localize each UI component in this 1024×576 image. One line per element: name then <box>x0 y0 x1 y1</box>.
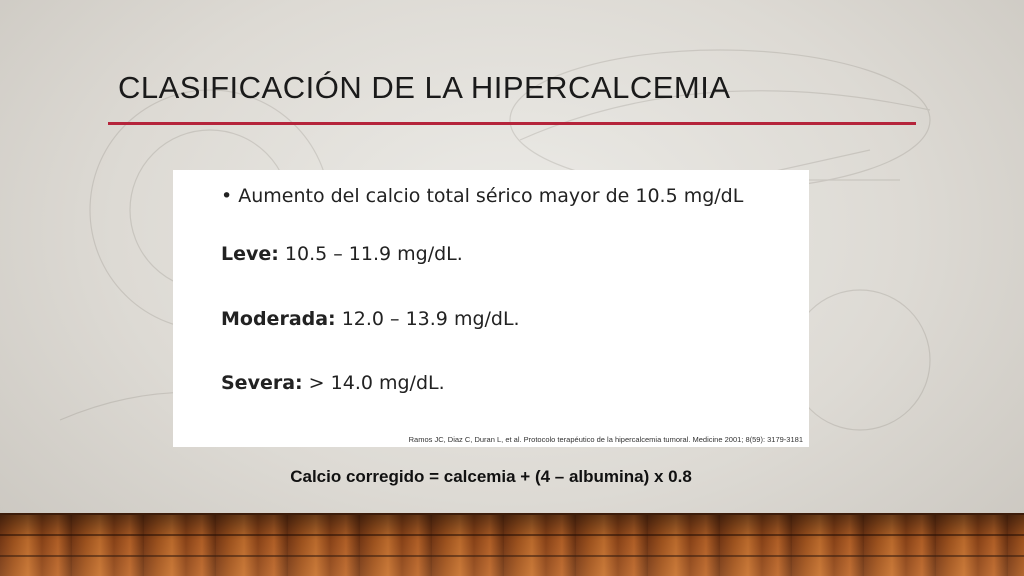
level-value: > 14.0 mg/dL. <box>302 372 445 394</box>
bullet-dot-icon: • <box>221 185 233 207</box>
level-value: 10.5 – 11.9 mg/dL. <box>278 243 463 265</box>
level-severa <box>221 372 445 394</box>
level-leve <box>221 243 463 265</box>
title-underline <box>108 122 916 125</box>
floor-shade <box>0 515 1024 576</box>
bullet-text: Aumento del calcio total sérico mayor de 10.5 mg/dL <box>238 185 744 207</box>
level-moderada <box>221 308 520 330</box>
citation: Ramos JC, Diaz C, Duran L, et al. Protocolo terapéutico de la hipercalcemia tumoral. Medicine 2001; 8(59): 3179-3181 <box>408 435 803 444</box>
formula-text: Calcio corregido = calcemia + (4 – albumina) x 0.8 <box>290 467 692 486</box>
slide-title: CLASIFICACIÓN DE LA HIPERCALCEMIA <box>118 70 731 105</box>
level-label: Moderada: <box>221 308 336 330</box>
bullet-item <box>221 185 743 207</box>
wood-floor <box>0 513 1024 576</box>
content-image <box>173 170 809 447</box>
level-value: 12.0 – 13.9 mg/dL. <box>335 308 520 330</box>
level-label: Leve: <box>221 243 279 265</box>
level-label: Severa: <box>221 372 303 394</box>
